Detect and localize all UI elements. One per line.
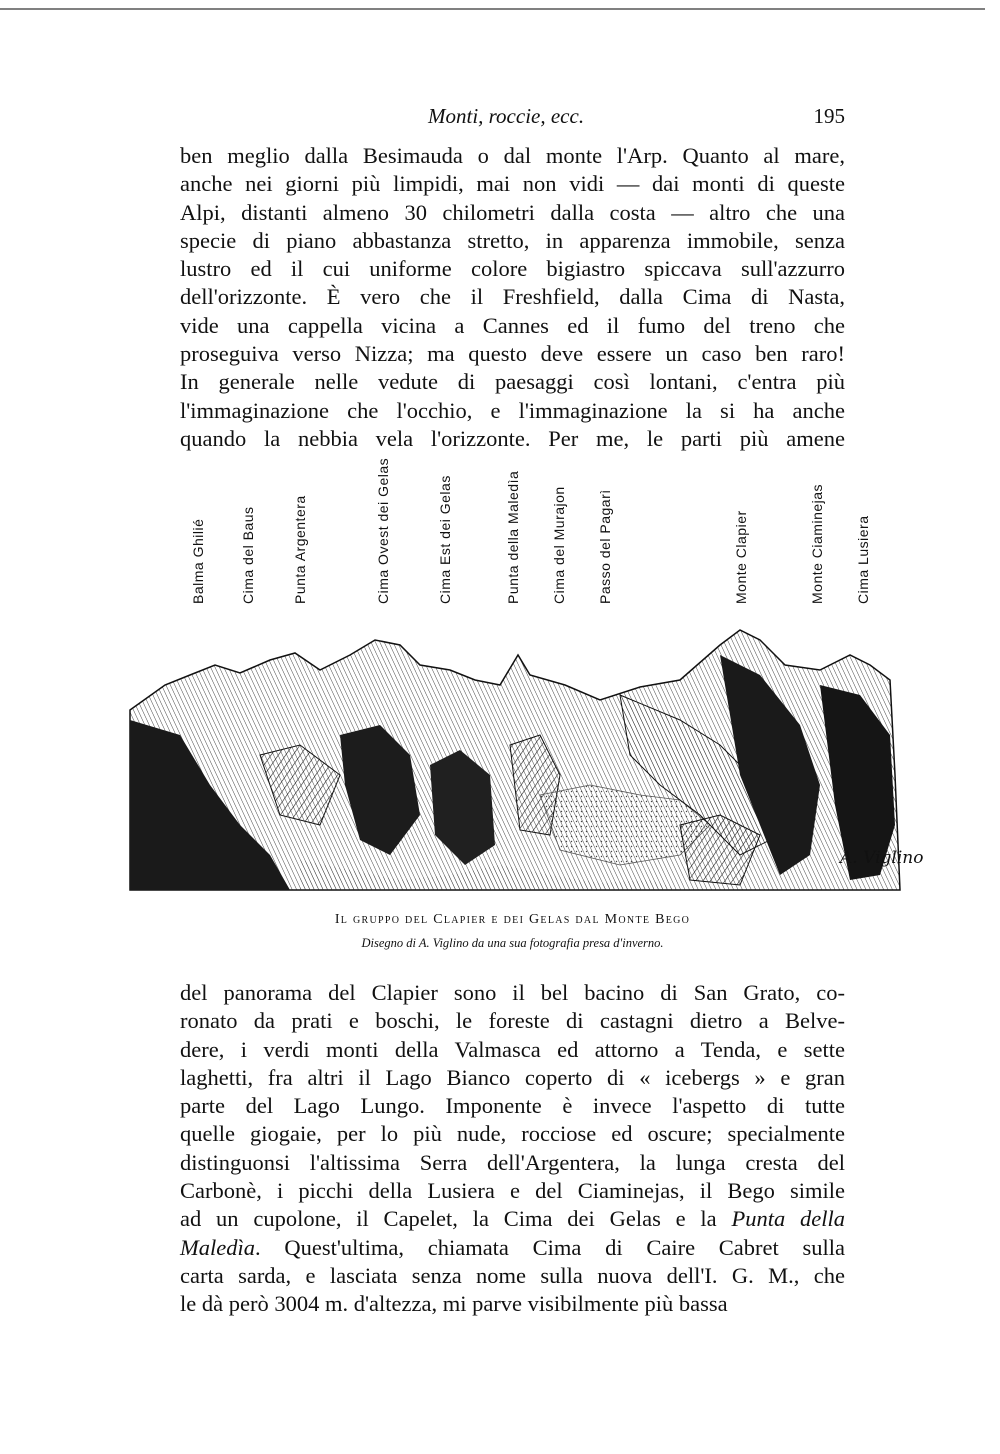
peak-label-passo-del-pagari: Passo del Pagarì: [597, 489, 613, 604]
peak-label-cima-del-baus: Cima del Baus: [240, 506, 256, 604]
text-line: [180, 1234, 845, 1262]
peak-label-monte-clapier: Monte Clapier: [733, 510, 749, 604]
peak-label-monte-ciaminejas: Monte Ciaminejas: [809, 483, 825, 604]
text-line: proseguiva verso Nizza; ma questo deve essere un caso ben raro!: [180, 341, 845, 367]
text-line: dere, i verdi monti della Valmasca ed attorno a Tenda, e sette: [180, 1036, 845, 1062]
peak-label-punta-della-maledia: Punta della Maledìa: [505, 470, 521, 604]
peak-label-cima-lusiera: Cima Lusiera: [855, 515, 871, 604]
text-line: dell'orizzonte. È vero che il Freshfield, dalla Cima di Nasta,: [180, 284, 845, 310]
text-line: l'immaginazione che l'occhio, e l'immaginazione la si ha anche: [180, 397, 845, 423]
peak-labels: [0, 455, 1000, 620]
mountain-panorama-illustration: [120, 625, 924, 890]
text-segment: . Quest'ultima, chiamata Cima di Caire Cabret sulla: [254, 1234, 845, 1260]
italic-phrase: Punta della: [731, 1206, 846, 1232]
text-line: quelle giogaie, per lo più nude, rocciose ed oscure; specialmente: [180, 1121, 845, 1147]
text-line: ronato da prati e boschi, le foreste di castagni dietro a Belve-: [180, 1008, 845, 1034]
text-line: del panorama del Clapier sono il bel bacino di San Grato, co-: [180, 980, 845, 1005]
top-rule: [0, 8, 985, 10]
figure-caption-subtitle: Disegno di A. Viglino da una sua fotografia presa d'inverno.: [361, 936, 664, 950]
page-number: 195: [813, 104, 845, 128]
text-line: distinguonsi l'altissima Serra dell'Argentera, la lunga cresta del: [180, 1149, 845, 1175]
page-header: [180, 104, 845, 130]
text-line: laghetti, fra altri il Lago Bianco coperto di « icebergs » e gran: [180, 1064, 845, 1090]
text-line: In generale nelle vedute di paesaggi così lontani, c'entra più: [180, 369, 845, 395]
text-line: Carbonè, i picchi della Lusiera e del Ciaminejas, il Bego simile: [180, 1178, 845, 1204]
text-line: anche nei giorni più limpidi, mai non vidi — dai monti di queste: [180, 171, 845, 197]
text-line: le dà però 3004 m. d'altezza, mi parve visibilmente più bassa: [180, 1291, 728, 1317]
peak-label-cima-del-murajon: Cima del Murajon: [551, 486, 567, 604]
italic-phrase: Maledìa: [180, 1234, 255, 1260]
text-line: carta sarda, e lasciata senza nome sulla nuova dell'I. G. M., che: [180, 1262, 845, 1288]
text-line: quando la nebbia vela l'orizzonte. Per me, le parti più amene: [180, 425, 845, 451]
paragraph-2: [180, 979, 845, 1319]
text-line: [180, 1205, 845, 1233]
text-line: parte del Lago Lungo. Imponente è invece l'aspetto di tutte: [180, 1093, 845, 1119]
text-segment: ad un cupolone, il Capelet, la Cima dei Gelas e la: [180, 1206, 717, 1232]
running-title: Monti, roccie, ecc.: [428, 104, 585, 128]
text-line: specie di piano abbastanza stretto, in apparenza immobile, senza: [180, 227, 845, 253]
peak-label-balma-ghilie: Balma Ghilié: [190, 518, 206, 604]
text-line: vide una cappella vicina a Cannes ed il fumo del treno che: [180, 312, 845, 338]
illustrator-signature: A. Viglino: [840, 848, 924, 868]
text-line: Alpi, distanti almeno 30 chilometri dalla costa — altro che una: [180, 199, 845, 225]
figure-caption-title: Il gruppo del Clapier e dei Gelas dal Monte Bego: [334, 912, 691, 927]
peak-label-punta-argentera: Punta Argentera: [292, 495, 308, 604]
peak-label-cima-est-dei-gelas: Cima Est dei Gelas: [437, 475, 453, 604]
text-line: lustro ed il cui uniforme colore bigiastro spiccava sull'azzurro: [180, 256, 845, 282]
paragraph-1: [180, 142, 845, 453]
text-line: ben meglio dalla Besimauda o dal monte l'Arp. Quanto al mare,: [180, 143, 845, 168]
peak-label-cima-ovest-dei-gelas: Cima Ovest dei Gelas: [375, 457, 391, 604]
